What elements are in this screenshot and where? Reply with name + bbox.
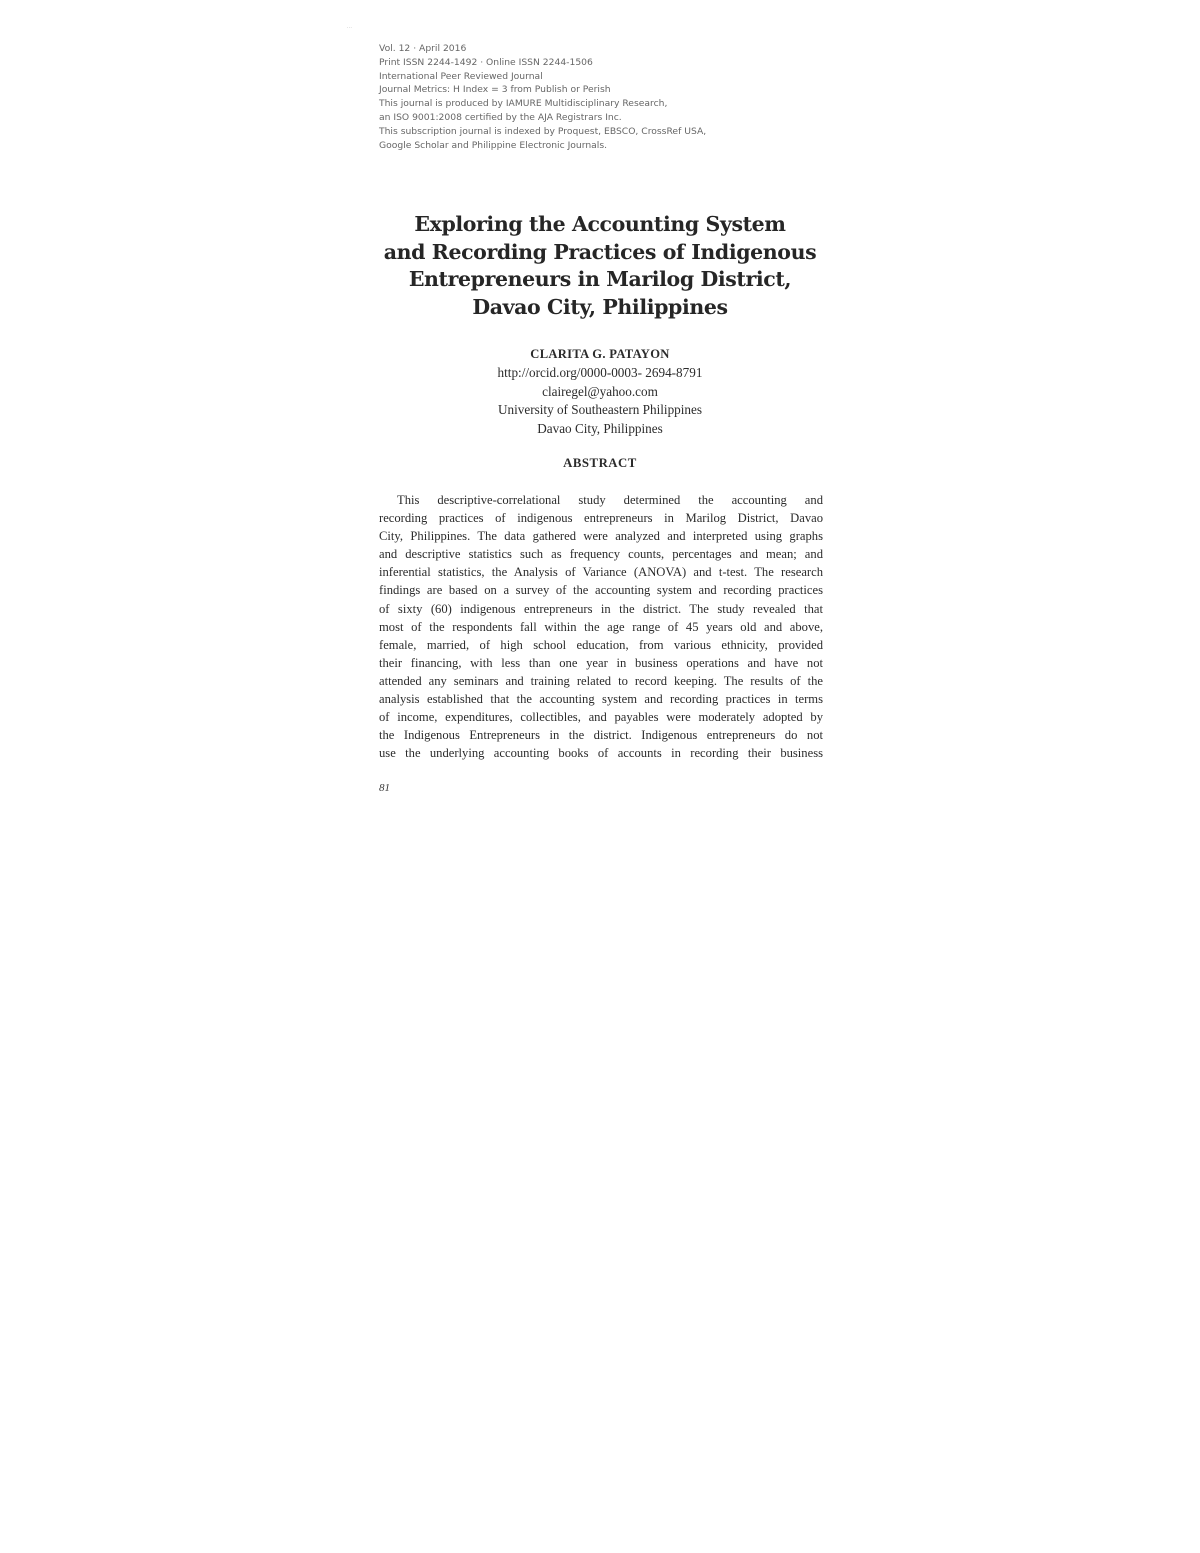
author-location: Davao City, Philippines — [537, 420, 663, 436]
journal-producer: This journal is produced by IAMURE Multidisciplinary Research, — [379, 98, 668, 110]
abstract-line: findings are based on a survey of the accounting system and recording practices — [379, 583, 823, 598]
abstract-line: attended any seminars and training related to record keeping. The results of the — [379, 673, 823, 688]
title-line: and Recording Practices of Indigenous — [383, 239, 817, 264]
abstract-line: This descriptive-correlational study determined the accounting and — [397, 493, 823, 507]
journal-header — [379, 42, 839, 152]
page-number: 81 — [379, 782, 390, 794]
author-name: CLARITA G. PATAYON — [530, 347, 670, 361]
abstract-line: use the underlying accounting books of accounts in recording their business — [379, 746, 823, 761]
journal-certification: an ISO 9001:2008 certified by the AJA Registrars Inc. — [379, 111, 622, 123]
abstract-line: City, Philippines. The data gathered were analyzed and interpreted using graphs — [379, 529, 823, 544]
journal-peer-review: International Peer Reviewed Journal — [379, 70, 543, 82]
abstract-heading: ABSTRACT — [563, 456, 637, 470]
corner-mark: ... — [347, 24, 353, 29]
journal-indexing: This subscription journal is indexed by Proquest, EBSCO, CrossRef USA, — [379, 125, 707, 137]
abstract-line: of sixty (60) indigenous entrepreneurs in the district. The study revealed that — [379, 601, 823, 616]
journal-volume: Vol. 12 · April 2016 — [379, 43, 467, 54]
journal-indexing-cont: Google Scholar and Philippine Electronic Journals. — [379, 139, 608, 151]
abstract-line: of income, expenditures, collectibles, and payables were moderately adopted by — [379, 710, 823, 725]
journal-issn: Print ISSN 2244-1492 · Online ISSN 2244-1506 — [379, 56, 593, 68]
abstract-line: their financing, with less than one year in business operations and have not — [379, 655, 823, 670]
abstract-body — [379, 491, 823, 762]
abstract-line: most of the respondents fall within the age range of 45 years old and above, — [379, 619, 823, 634]
author-info — [370, 345, 830, 438]
abstract-line: the Indigenous Entrepreneurs in the district. Indigenous entrepreneurs do not — [379, 728, 823, 743]
abstract-line: recording practices of indigenous entrepreneurs in Marilog District, Davao — [379, 511, 823, 526]
title-line: Entrepreneurs in Marilog District, — [408, 267, 792, 291]
author-orcid: http://orcid.org/0000-0003- 2694-8791 — [497, 365, 703, 381]
paper-title — [370, 211, 830, 321]
title-line: Davao City, Philippines — [472, 294, 728, 319]
abstract-line: and descriptive statistics such as frequency counts, percentages and mean; and — [379, 547, 823, 562]
abstract-line: inferential statistics, the Analysis of Variance (ANOVA) and t-test. The research — [379, 565, 823, 580]
author-email: clairegel@yahoo.com — [542, 383, 658, 399]
title-line: Exploring the Accounting System — [414, 212, 786, 236]
journal-metrics: Journal Metrics: H Index = 3 from Publish or Perish — [379, 84, 611, 96]
author-affiliation: University of Southeastern Philippines — [497, 402, 703, 418]
abstract-line: analysis established that the accounting system and recording practices in terms — [379, 692, 823, 707]
abstract-line: female, married, of high school education, from various ethnicity, provided — [379, 637, 823, 652]
